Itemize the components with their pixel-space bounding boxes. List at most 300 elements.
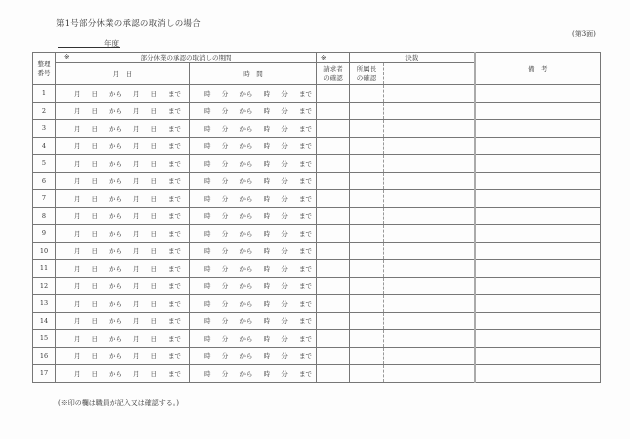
- requester-confirm-cell[interactable]: [317, 172, 350, 190]
- remarks-cell[interactable]: [475, 102, 601, 120]
- time-token: 時: [263, 177, 271, 186]
- requester-confirm-cell[interactable]: [317, 242, 350, 260]
- time-range: [190, 281, 316, 290]
- time-token: 時: [204, 334, 211, 343]
- time-token: 分: [221, 247, 229, 256]
- month-day-token: 月: [74, 352, 81, 361]
- month-day-range: [56, 159, 189, 168]
- month-day-token: 月: [74, 229, 81, 238]
- month-day-token: 月: [133, 212, 140, 221]
- month-day-token: 日: [91, 317, 98, 326]
- manager-confirm-cell[interactable]: [350, 190, 384, 208]
- time-token: から: [239, 212, 253, 221]
- month-day-range: [56, 369, 189, 378]
- time-range: [190, 124, 316, 133]
- month-day-token: 月: [133, 229, 140, 238]
- month-day-token: 日: [91, 159, 98, 168]
- month-day-token: から: [109, 247, 122, 256]
- time-token: 分: [221, 89, 229, 98]
- time-token: 分: [221, 142, 229, 151]
- approval-cell[interactable]: [384, 330, 475, 348]
- time-token: 時: [263, 142, 271, 151]
- requester-line1: 請求者: [323, 64, 343, 73]
- requester-confirm-cell[interactable]: [317, 260, 350, 278]
- time-token: まで: [298, 107, 312, 116]
- month-day-token: 月: [133, 159, 140, 168]
- time-cell[interactable]: [190, 172, 317, 190]
- time-cell[interactable]: [190, 277, 317, 295]
- row-number: 11: [33, 260, 56, 278]
- time-range: [190, 141, 316, 150]
- month-day-token: 日: [91, 194, 98, 203]
- time-token: 時: [263, 317, 271, 326]
- time-cell[interactable]: [190, 102, 317, 120]
- month-day-token: 日: [150, 299, 157, 308]
- approval-cell[interactable]: [384, 207, 475, 225]
- time-token: 時: [204, 159, 211, 168]
- month-day-cell[interactable]: [56, 242, 190, 260]
- table-row: [33, 137, 601, 155]
- manager-confirm-cell[interactable]: [350, 312, 384, 330]
- approval-cell[interactable]: [384, 347, 475, 365]
- time-token: まで: [298, 212, 312, 221]
- approval-cell[interactable]: [384, 102, 475, 120]
- time-token: 分: [221, 352, 229, 361]
- page-number: (第3面): [572, 30, 596, 38]
- manager-confirm-cell[interactable]: [350, 260, 384, 278]
- month-day-range: [56, 334, 189, 343]
- remarks-cell[interactable]: [475, 365, 601, 383]
- month-day-cell[interactable]: [56, 137, 190, 155]
- remarks-cell[interactable]: [475, 277, 601, 295]
- month-day-token: 月: [133, 352, 140, 361]
- month-day-token: から: [109, 334, 122, 343]
- time-token: 分: [281, 194, 288, 203]
- approval-cell[interactable]: [384, 312, 475, 330]
- time-token: から: [239, 142, 253, 151]
- time-token: 時: [204, 142, 211, 151]
- year-label: 年度: [104, 39, 119, 48]
- month-day-token: まで: [168, 264, 181, 273]
- time-token: から: [239, 282, 253, 291]
- manager-confirm-header: [350, 63, 384, 85]
- time-token: 時: [263, 159, 271, 168]
- month-day-cell[interactable]: [56, 190, 190, 208]
- month-day-token: 月: [74, 89, 81, 98]
- month-day-token: 月: [133, 282, 140, 291]
- remarks-cell[interactable]: [475, 155, 601, 173]
- month-day-token: まで: [168, 177, 181, 186]
- time-token: 分: [281, 212, 288, 221]
- table-row: [33, 260, 601, 278]
- time-token: から: [239, 229, 253, 238]
- month-day-token: から: [109, 177, 122, 186]
- time-cell[interactable]: [190, 295, 317, 313]
- month-day-range: [56, 264, 189, 273]
- time-range: [190, 299, 316, 308]
- time-token: 時: [204, 352, 211, 361]
- time-cell[interactable]: [190, 207, 317, 225]
- month-day-token: まで: [168, 212, 181, 221]
- month-day-token: 日: [91, 107, 98, 116]
- time-token: 時: [204, 194, 211, 203]
- month-day-token: 月: [133, 89, 140, 98]
- month-day-cell[interactable]: [56, 225, 190, 243]
- remarks-cell[interactable]: [475, 85, 601, 103]
- manager-line2: の確認: [356, 73, 377, 82]
- time-range: [190, 369, 316, 378]
- row-number: 1: [33, 85, 56, 103]
- time-token: 時: [204, 369, 211, 378]
- manager-confirm-cell[interactable]: [350, 330, 384, 348]
- remarks-cell[interactable]: [475, 207, 601, 225]
- time-token: 分: [221, 369, 229, 378]
- month-day-token: 月: [133, 317, 140, 326]
- manager-confirm-cell[interactable]: [350, 347, 384, 365]
- month-day-token: 月: [74, 159, 81, 168]
- month-day-token: まで: [168, 299, 181, 308]
- month-day-token: 月: [74, 334, 81, 343]
- approval-blank-header: [384, 63, 475, 85]
- row-number: 4: [33, 137, 56, 155]
- table-row: [33, 155, 601, 173]
- manager-confirm-cell[interactable]: [350, 102, 384, 120]
- month-day-token: 日: [91, 299, 98, 308]
- month-day-token: 月: [133, 369, 140, 378]
- month-day-range: [56, 176, 189, 185]
- number-header-line1: 整理: [37, 59, 51, 68]
- time-range: [190, 106, 316, 115]
- time-token: 時: [263, 194, 271, 203]
- remarks-cell[interactable]: [475, 312, 601, 330]
- time-cell[interactable]: [190, 85, 317, 103]
- requester-confirm-cell[interactable]: [317, 365, 350, 383]
- requester-confirm-cell[interactable]: [317, 295, 350, 313]
- time-token: 分: [281, 369, 288, 378]
- month-day-token: 日: [91, 352, 98, 361]
- time-token: 時: [263, 124, 271, 133]
- month-day-token: 日: [91, 142, 98, 151]
- approval-cell[interactable]: [384, 225, 475, 243]
- month-day-cell[interactable]: [56, 347, 190, 365]
- column-number-header: [33, 53, 56, 85]
- month-day-cell[interactable]: [56, 172, 190, 190]
- approval-cell[interactable]: [384, 295, 475, 313]
- mark-asterisk: ※: [64, 53, 70, 61]
- month-day-range: [56, 106, 189, 115]
- month-day-cell[interactable]: [56, 120, 190, 138]
- time-range: [190, 176, 316, 185]
- month-day-token: から: [109, 369, 122, 378]
- remarks-cell[interactable]: [475, 295, 601, 313]
- month-day-range: [56, 229, 189, 238]
- month-day-range: [56, 246, 189, 255]
- month-day-cell[interactable]: [56, 260, 190, 278]
- month-day-cell[interactable]: [56, 330, 190, 348]
- month-day-token: 日: [150, 317, 157, 326]
- month-day-token: 日: [150, 159, 157, 168]
- month-day-token: まで: [168, 159, 181, 168]
- time-range: [190, 334, 316, 343]
- time-token: から: [239, 107, 253, 116]
- requester-confirm-cell[interactable]: [317, 155, 350, 173]
- time-cell[interactable]: [190, 330, 317, 348]
- month-day-token: から: [109, 229, 122, 238]
- time-range: [190, 211, 316, 220]
- time-token: まで: [298, 247, 312, 256]
- month-day-token: まで: [168, 334, 181, 343]
- month-day-token: から: [109, 89, 122, 98]
- remarks-cell[interactable]: [475, 225, 601, 243]
- month-day-token: から: [109, 299, 122, 308]
- manager-confirm-cell[interactable]: [350, 137, 384, 155]
- manager-line1: 所属長: [356, 64, 377, 73]
- time-token: 分: [221, 159, 229, 168]
- month-day-token: 日: [91, 212, 98, 221]
- manager-confirm-cell[interactable]: [350, 295, 384, 313]
- table-row: [33, 347, 601, 365]
- time-token: から: [239, 159, 253, 168]
- approval-cell[interactable]: [384, 190, 475, 208]
- requester-line2: の確認: [323, 73, 343, 82]
- month-day-token: 月: [133, 247, 140, 256]
- time-token: 時: [204, 107, 211, 116]
- time-token: 時: [263, 247, 271, 256]
- time-token: 分: [221, 282, 229, 291]
- month-day-cell[interactable]: [56, 295, 190, 313]
- manager-confirm-cell[interactable]: [350, 365, 384, 383]
- month-day-token: 月: [133, 334, 140, 343]
- time-cell[interactable]: [190, 365, 317, 383]
- time-cell[interactable]: [190, 260, 317, 278]
- month-day-token: 月: [74, 142, 81, 151]
- month-day-cell[interactable]: [56, 155, 190, 173]
- time-cell[interactable]: [190, 155, 317, 173]
- month-day-token: から: [109, 124, 122, 133]
- month-day-token: まで: [168, 317, 181, 326]
- time-token: から: [239, 89, 253, 98]
- month-day-token: 月: [74, 282, 81, 291]
- time-token: から: [239, 124, 253, 133]
- manager-confirm-cell[interactable]: [350, 155, 384, 173]
- remarks-cell[interactable]: [475, 347, 601, 365]
- requester-confirm-cell[interactable]: [317, 137, 350, 155]
- remarks-cell[interactable]: [475, 330, 601, 348]
- month-day-token: から: [109, 352, 122, 361]
- time-token: まで: [298, 264, 312, 273]
- month-day-range: [56, 124, 189, 133]
- manager-confirm-cell[interactable]: [350, 120, 384, 138]
- row-number: 7: [33, 190, 56, 208]
- number-header-line2: 番号: [37, 68, 51, 77]
- approval-cell[interactable]: [384, 260, 475, 278]
- month-day-token: 日: [150, 334, 157, 343]
- requester-confirm-cell[interactable]: [317, 85, 350, 103]
- remarks-cell[interactable]: [475, 242, 601, 260]
- approval-cell[interactable]: [384, 120, 475, 138]
- month-day-token: から: [109, 317, 122, 326]
- month-day-token: まで: [168, 247, 181, 256]
- month-day-token: 日: [91, 334, 98, 343]
- time-token: 分: [221, 194, 229, 203]
- month-day-header: 月 日: [56, 63, 190, 85]
- month-day-token: 月: [74, 264, 81, 273]
- approval-cell[interactable]: [384, 242, 475, 260]
- requester-confirm-cell[interactable]: [317, 102, 350, 120]
- month-day-token: まで: [168, 352, 181, 361]
- requester-confirm-cell[interactable]: [317, 207, 350, 225]
- time-cell[interactable]: [190, 242, 317, 260]
- time-range: [190, 264, 316, 273]
- month-day-token: 日: [91, 247, 98, 256]
- month-day-cell[interactable]: [56, 365, 190, 383]
- remarks-cell[interactable]: [475, 120, 601, 138]
- manager-confirm-cell[interactable]: [350, 85, 384, 103]
- month-day-range: [56, 89, 189, 98]
- table-row: [33, 102, 601, 120]
- time-cell[interactable]: [190, 190, 317, 208]
- table-row: [33, 312, 601, 330]
- time-cell[interactable]: [190, 312, 317, 330]
- month-day-token: まで: [168, 124, 181, 133]
- time-token: 分: [281, 177, 288, 186]
- time-token: 時: [204, 264, 211, 273]
- time-token: まで: [298, 334, 312, 343]
- time-token: 分: [281, 247, 288, 256]
- approval-cell[interactable]: [384, 85, 475, 103]
- time-token: 分: [281, 107, 288, 116]
- month-day-token: 月: [133, 177, 140, 186]
- remarks-cell[interactable]: [475, 172, 601, 190]
- time-token: 分: [281, 282, 288, 291]
- table-row: [33, 85, 601, 103]
- table-row: [33, 295, 601, 313]
- manager-confirm-cell[interactable]: [350, 225, 384, 243]
- month-day-token: まで: [168, 369, 181, 378]
- time-cell[interactable]: [190, 347, 317, 365]
- time-token: から: [239, 317, 253, 326]
- time-token: 分: [281, 229, 288, 238]
- month-day-cell[interactable]: [56, 207, 190, 225]
- row-number: 6: [33, 172, 56, 190]
- approval-cell[interactable]: [384, 172, 475, 190]
- month-day-token: から: [109, 212, 122, 221]
- time-token: 時: [204, 282, 211, 291]
- month-day-token: 月: [133, 124, 140, 133]
- time-token: 分: [221, 334, 229, 343]
- remarks-cell[interactable]: [475, 190, 601, 208]
- time-cell[interactable]: [190, 120, 317, 138]
- time-token: まで: [298, 194, 312, 203]
- requester-confirm-cell[interactable]: [317, 347, 350, 365]
- month-day-token: 日: [91, 282, 98, 291]
- time-token: 時: [204, 229, 211, 238]
- manager-confirm-cell[interactable]: [350, 277, 384, 295]
- time-range: [190, 246, 316, 255]
- row-number: 9: [33, 225, 56, 243]
- month-day-cell[interactable]: [56, 277, 190, 295]
- approval-cell[interactable]: [384, 137, 475, 155]
- month-day-token: 日: [150, 247, 157, 256]
- mark-asterisk-2: ※: [317, 53, 350, 63]
- manager-confirm-cell[interactable]: [350, 242, 384, 260]
- requester-confirm-cell[interactable]: [317, 225, 350, 243]
- month-day-cell[interactable]: [56, 312, 190, 330]
- time-token: まで: [298, 142, 312, 151]
- table-row: [33, 277, 601, 295]
- time-cell[interactable]: [190, 225, 317, 243]
- approval-cell[interactable]: [384, 155, 475, 173]
- month-day-range: [56, 141, 189, 150]
- time-token: 時: [263, 352, 271, 361]
- approval-cell[interactable]: [384, 277, 475, 295]
- table-row: [33, 172, 601, 190]
- approval-cell[interactable]: [384, 365, 475, 383]
- month-day-token: 日: [150, 369, 157, 378]
- month-day-token: 月: [74, 177, 81, 186]
- month-day-token: 月: [133, 142, 140, 151]
- month-day-token: 月: [74, 107, 81, 116]
- row-number: 3: [33, 120, 56, 138]
- time-range: [190, 316, 316, 325]
- month-day-cell[interactable]: [56, 102, 190, 120]
- month-day-token: 月: [74, 317, 81, 326]
- requester-confirm-header: [317, 63, 350, 85]
- row-number: 8: [33, 207, 56, 225]
- footer-note: (※印の欄は職員が記入又は確認する。): [58, 399, 179, 407]
- period-group-label: 部分休業の承認の取消しの期間: [140, 54, 232, 62]
- requester-confirm-cell[interactable]: [317, 312, 350, 330]
- requester-confirm-cell[interactable]: [317, 277, 350, 295]
- month-day-token: から: [109, 264, 122, 273]
- requester-confirm-cell[interactable]: [317, 190, 350, 208]
- time-token: 時: [263, 212, 271, 221]
- requester-confirm-cell[interactable]: [317, 120, 350, 138]
- month-day-token: 月: [74, 369, 81, 378]
- time-token: から: [239, 177, 253, 186]
- manager-confirm-cell[interactable]: [350, 172, 384, 190]
- time-token: から: [239, 264, 253, 273]
- time-token: まで: [298, 177, 312, 186]
- month-day-token: 月: [133, 107, 140, 116]
- month-day-token: 月: [74, 194, 81, 203]
- time-token: まで: [298, 159, 312, 168]
- month-day-token: まで: [168, 89, 181, 98]
- manager-confirm-cell[interactable]: [350, 207, 384, 225]
- month-day-range: [56, 316, 189, 325]
- time-token: 時: [204, 89, 211, 98]
- month-day-range: [56, 299, 189, 308]
- time-token: 時: [204, 212, 211, 221]
- requester-confirm-cell[interactable]: [317, 330, 350, 348]
- month-day-token: 日: [150, 142, 157, 151]
- month-day-token: 日: [91, 229, 98, 238]
- table-row: [33, 190, 601, 208]
- time-token: 時: [263, 282, 271, 291]
- time-token: 分: [281, 299, 288, 308]
- time-range: [190, 89, 316, 98]
- remarks-cell[interactable]: [475, 137, 601, 155]
- remarks-cell[interactable]: [475, 260, 601, 278]
- row-number: 14: [33, 312, 56, 330]
- period-group-header: [56, 53, 317, 63]
- time-token: 分: [281, 89, 288, 98]
- month-day-cell[interactable]: [56, 85, 190, 103]
- time-cell[interactable]: [190, 137, 317, 155]
- table-row: [33, 242, 601, 260]
- month-day-token: から: [109, 282, 122, 291]
- time-token: 分: [281, 264, 288, 273]
